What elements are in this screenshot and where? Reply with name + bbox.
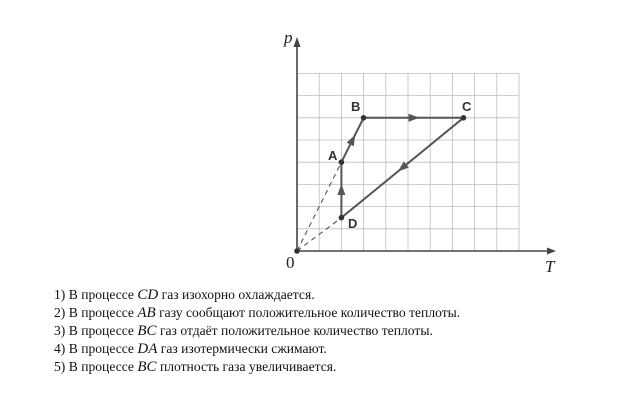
state-point-c bbox=[461, 115, 467, 121]
state-point-a bbox=[339, 159, 345, 165]
origin-label: 0 bbox=[286, 253, 295, 272]
point-label-a: A bbox=[328, 148, 338, 163]
state-point-b bbox=[361, 115, 367, 121]
point-label-c: C bbox=[462, 99, 472, 114]
y-axis-label: p bbox=[284, 28, 293, 47]
direction-arrow-icon bbox=[409, 114, 420, 122]
state-point-d bbox=[339, 215, 345, 221]
process-name: AB bbox=[137, 305, 156, 321]
process-name: BC bbox=[137, 323, 157, 339]
x-axis-label: T bbox=[545, 257, 555, 276]
x-axis-arrow-icon bbox=[547, 248, 556, 255]
origin-point bbox=[294, 248, 300, 254]
statements-list bbox=[54, 286, 614, 376]
point-label-b: B bbox=[351, 99, 361, 114]
direction-arrow-icon bbox=[337, 184, 345, 195]
process-name: CD bbox=[137, 287, 159, 303]
process-name: BC bbox=[137, 359, 157, 375]
statement-2: 2) В процессе AB газу сообщают положительное количество теплоты. bbox=[54, 305, 461, 321]
direction-arrows bbox=[337, 114, 419, 195]
y-axis-arrow-icon bbox=[294, 37, 301, 47]
statement-1: 1) В процессе CD газ изохорно охлаждается. bbox=[54, 287, 315, 303]
statement-4: 4) В процессе DA газ изотермически сжимают. bbox=[54, 341, 327, 357]
direction-arrow-icon bbox=[347, 133, 359, 146]
statement-3: 3) В процессе BC газ отдаёт положительное количество теплоты. bbox=[54, 323, 433, 339]
process-name: DA bbox=[137, 341, 158, 357]
statement-5: 5) В процессе BC плотность газа увеличивается. bbox=[54, 359, 337, 375]
point-label-d: D bbox=[348, 216, 358, 231]
